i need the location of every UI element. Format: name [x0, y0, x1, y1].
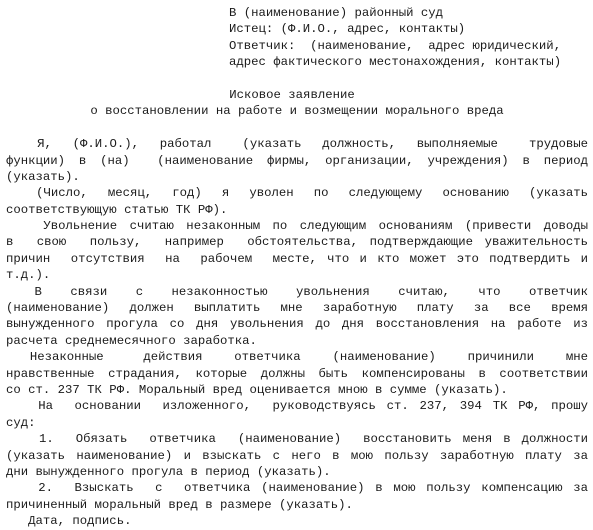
body-line: дни вынужденного прогула в период (указать). [6, 464, 331, 479]
title-line-1 [6, 87, 588, 103]
header-defendant-address-line: адрес фактического местонахождения, контакты) [229, 55, 562, 70]
body-line: причиненный моральный вред в размере (указать). [6, 497, 353, 512]
body-line: со ст. 237 ТК РФ. Моральный вред оценивается мною в сумме (указать). [6, 382, 508, 397]
document [6, 5, 588, 530]
title-line-2: о восстановлении на работе и возмещении морального вреда [90, 104, 504, 119]
document-header [6, 5, 588, 71]
body-line: суд: [6, 415, 36, 430]
body-line: Незаконные действия ответчика (наименование) причинили мне [6, 350, 588, 365]
spacer [6, 71, 588, 87]
body-line: В связи с незаконностью увольнения считаю, что ответчик [6, 284, 588, 299]
body-line: расчета среднемесячного заработка. [6, 333, 257, 348]
body-line: т.д.). [6, 268, 51, 283]
document-body [6, 136, 588, 529]
signature-line: Дата, подпись. [6, 514, 132, 529]
body-line: (Число, месяц, год) я уволен по следующему основанию (указать [6, 186, 588, 201]
body-line: Я, (Ф.И.О.), работал (указать должность, выполняемые трудовые [6, 137, 588, 152]
body-line: (наименование) должен выплатить мне заработную плату за все время [6, 301, 588, 316]
body-line: вынужденного прогула со дня увольнения до дня восстановления на работе из [6, 317, 588, 332]
body-line: в свою пользу, например обстоятельства, подтверждающие уважительность [6, 235, 588, 250]
body-line: функции) в (на) (наименование фирмы, организации, учреждения) в период [6, 153, 588, 168]
body-line: нравственные страдания, которые должны быть компенсированы в соответствии [6, 366, 588, 381]
document-title [6, 87, 588, 120]
body-line: соответствующую статью ТК РФ). [6, 202, 228, 217]
header-court-line: В (наименование) районный суд [229, 6, 444, 20]
header-defendant-line: Ответчик: (наименование, адрес юридический, [229, 38, 562, 53]
body-line: (указать наименование) и взыскать с него в мою пользу заработную плату за [6, 448, 588, 463]
header-plaintiff-line: Истец: (Ф.И.О., адрес, контакты) [229, 22, 466, 37]
title-text: Исковое заявление [229, 87, 355, 102]
body-line: (указать). [6, 169, 80, 184]
body-line: Увольнение считаю незаконным по следующим основаниям (привести доводы [6, 219, 588, 234]
body-line: 2. Взыскать с ответчика (наименование) в мою пользу компенсацию за [6, 481, 588, 496]
body-line: причин отсутствия на рабочем месте, что и кто может это подтвердить и [6, 251, 588, 266]
body-line: 1. Обязать ответчика (наименование) восстановить меня в должности [6, 432, 588, 447]
body-line: На основании изложенного, руководствуясь ст. 237, 394 ТК РФ, прошу [6, 399, 588, 414]
spacer [6, 120, 588, 136]
